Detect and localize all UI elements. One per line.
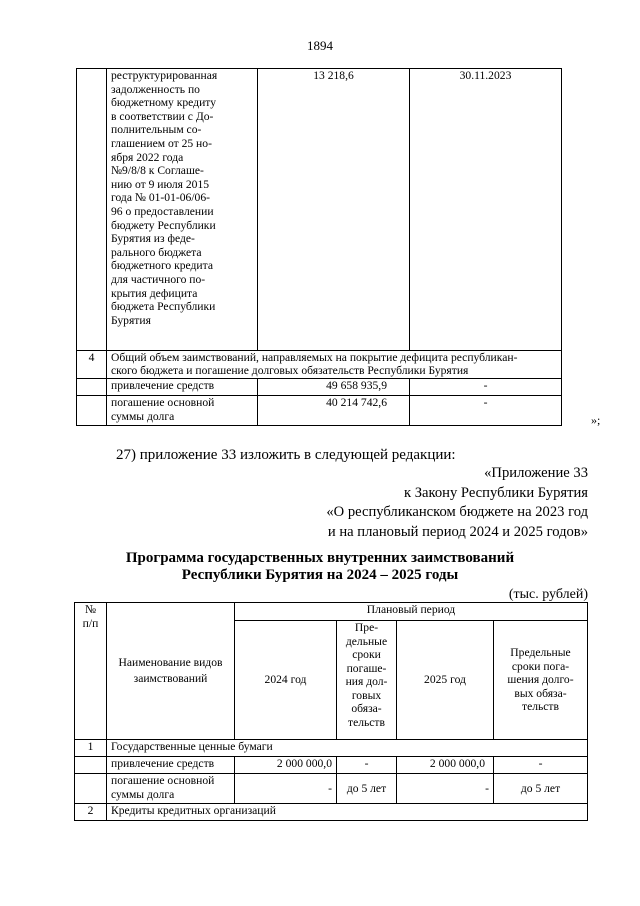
row-number: 4: [77, 351, 107, 379]
borrowing-2025-term: -: [494, 757, 588, 774]
borrowings-table-continued: [76, 68, 562, 426]
total-borrowings-title: Общий объем заимствований, направляемых на покрытие дефицита республикан- ского бюджета и погашение долговых обязательств Республики Бурятия: [107, 351, 562, 379]
restructured-debt-date: 30.11.2023: [410, 69, 562, 351]
table-row: [75, 804, 588, 821]
closing-quote: »;: [591, 413, 601, 427]
borrowing-amount: 49 658 935,9: [258, 379, 410, 396]
restructured-debt-amount: 13 218,6: [258, 69, 410, 351]
borrowing-label: привлечение средств: [107, 379, 258, 396]
borrowing-2024: 2 000 000,0: [235, 757, 337, 774]
units-label: (тыс. рублей): [508, 587, 588, 602]
repayment-label: погашение основной суммы долга: [107, 774, 235, 804]
table-row: [77, 396, 562, 426]
table-row: [75, 757, 588, 774]
borrowing-program-table: [74, 602, 588, 821]
row-number-cell: [77, 69, 107, 351]
repayment-2024: -: [235, 774, 337, 804]
header-row: [75, 603, 588, 621]
table-row: [77, 69, 562, 351]
repayment-2025-term: до 5 лет: [494, 774, 588, 804]
row-number: 1: [75, 740, 107, 757]
program-title-line: Программа государственных внутренних заимствований: [125, 550, 515, 566]
page-number: 1894: [307, 38, 333, 53]
program-title: [0, 550, 640, 584]
header-2025: 2025 год: [397, 621, 494, 740]
repayment-amount: 40 214 742,6: [258, 396, 410, 426]
restructured-debt-description: реструктурированная задолженность по бюджетному кредиту в соответствии с До- полнительным со- глашением от 25 но- ября 2022 года №9/8/8 к Соглаше- нию от 9 июля 2015 года № 01-01-06/06- 96 о предоставлении бюджету Республики Бурятия из феде- рального бюджета бюджетного кредита для частичного по- крытия дефицита бюджета Республики Бурятия: [107, 69, 258, 351]
repayment-2025: -: [397, 774, 494, 804]
repayment-2024-term: до 5 лет: [337, 774, 397, 804]
securities-title: Государственные ценные бумаги: [107, 740, 588, 757]
borrowing-2025: 2 000 000,0: [397, 757, 494, 774]
header-num: № п/п: [75, 603, 107, 740]
repayment-label: погашение основной суммы долга: [107, 396, 258, 426]
borrowing-term: -: [410, 379, 562, 396]
header-2024: 2024 год: [235, 621, 337, 740]
empty-cell: [75, 757, 107, 774]
annex-line: «Приложение 33: [484, 465, 588, 481]
bank-credits-title: Кредиты кредитных организаций: [107, 804, 588, 821]
header-2024-term: Пре- дельные сроки погаше- ния дол- говых обяза- тельств: [337, 621, 397, 740]
borrowing-label: привлечение средств: [107, 757, 235, 774]
annex-line: «О республиканском бюджете на 2023 год: [326, 504, 588, 521]
table-row: [75, 774, 588, 804]
annex-heading: [326, 464, 588, 542]
empty-cell: [77, 379, 107, 396]
header-2025-term: Предельные сроки пога- шения долго- вых обяза- тельств: [494, 621, 588, 740]
table-row: [77, 351, 562, 379]
repayment-term: -: [410, 396, 562, 426]
header-kind: Наименование видов заимствований: [107, 603, 235, 740]
table-row: [75, 740, 588, 757]
annex-line: и на плановый период 2024 и 2025 годов»: [327, 523, 588, 540]
empty-cell: [75, 774, 107, 804]
annex-line: к Закону Республики Бурятия: [403, 484, 588, 501]
empty-cell: [77, 396, 107, 426]
row-number: 2: [75, 804, 107, 821]
program-title-line: Республики Бурятия на 2024 – 2025 годы: [181, 567, 459, 583]
table-row: [77, 379, 562, 396]
header-planned-period: Плановый период: [235, 603, 588, 621]
borrowing-2024-term: -: [337, 757, 397, 774]
amendment-intro: 27) приложение 33 изложить в следующей редакции:: [116, 447, 456, 463]
